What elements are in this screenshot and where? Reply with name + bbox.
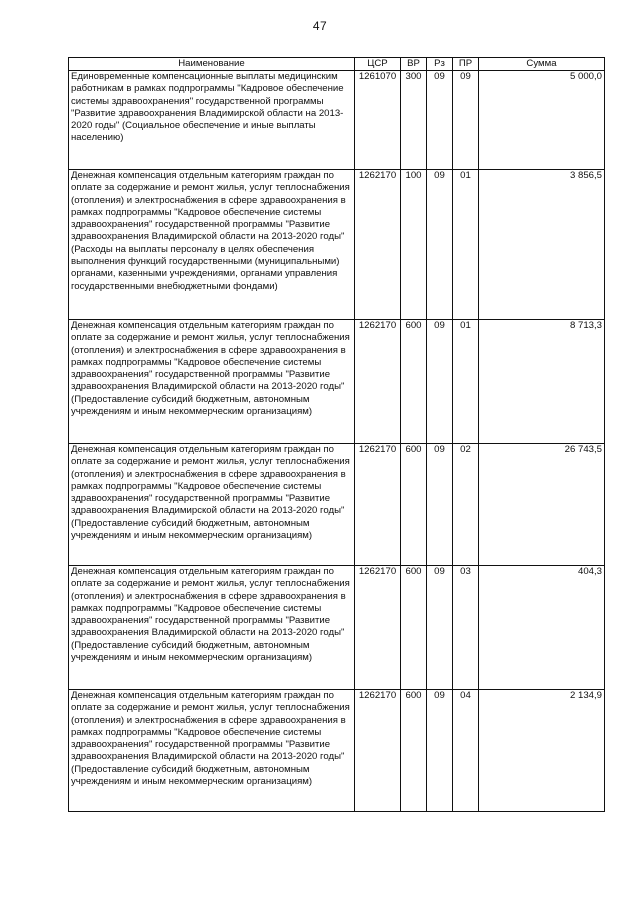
row-name: Денежная компенсация отдельным категориям граждан по оплате за содержание и ремонт жилья, услуг теплоснабжения (отопления) и электроснабжения в сфере здравоохранения в рамках подпрограммы "Кадровое обеспечение системы здравоохранения" государственной программы "Развитие здравоохранения Владимирской области на 2013-2020 годы" (Предоставление субсидий бюджетным, автономным учреждениям и иным некоммерческим организациям) [69, 320, 355, 444]
row-pr: 03 [453, 566, 479, 690]
row-rz: 09 [427, 320, 453, 444]
budget-table [68, 57, 605, 812]
row-name: Единовременные компенсационные выплаты медицинским работникам в рамках подпрограммы "Кадровое обеспечение системы здравоохранения" государственной программы "Развитие здравоохранения Владимирской области на 2013-2020 годы" (Социальное обеспечение и иные выплаты населению) [69, 71, 355, 170]
row-sum: 5 000,0 [479, 71, 605, 170]
table-row [69, 566, 605, 690]
table-row [69, 690, 605, 812]
row-vr: 600 [401, 320, 427, 444]
row-rz: 09 [427, 444, 453, 566]
header-name: Наименование [69, 58, 355, 71]
row-vr: 300 [401, 71, 427, 170]
row-csr: 1262170 [355, 170, 401, 320]
row-sum: 3 856,5 [479, 170, 605, 320]
table-row [69, 320, 605, 444]
header-vr: ВР [401, 58, 427, 71]
row-pr: 01 [453, 320, 479, 444]
row-pr: 02 [453, 444, 479, 566]
row-pr: 04 [453, 690, 479, 812]
table-row [69, 71, 605, 170]
row-csr: 1262170 [355, 690, 401, 812]
row-sum: 2 134,9 [479, 690, 605, 812]
row-rz: 09 [427, 71, 453, 170]
row-csr: 1262170 [355, 444, 401, 566]
header-pr: ПР [453, 58, 479, 71]
row-vr: 600 [401, 444, 427, 566]
row-vr: 600 [401, 690, 427, 812]
row-sum: 8 713,3 [479, 320, 605, 444]
table-row [69, 444, 605, 566]
row-sum: 404,3 [479, 566, 605, 690]
row-csr: 1261070 [355, 71, 401, 170]
table-header-row [69, 58, 605, 71]
row-vr: 100 [401, 170, 427, 320]
table-row [69, 170, 605, 320]
header-rz: Рз [427, 58, 453, 71]
header-sum: Сумма [479, 58, 605, 71]
row-name: Денежная компенсация отдельным категориям граждан по оплате за содержание и ремонт жилья, услуг теплоснабжения (отопления) и электроснабжения в сфере здравоохранения в рамках подпрограммы "Кадровое обеспечение системы здравоохранения" государственной программы "Развитие здравоохранения Владимирской области на 2013-2020 годы" (Расходы на выплаты персоналу в целях обеспечения выполнения функций государственными (муниципальными) органами, казенными учреждениями, органами управления государственными внебюджетными фондами) [69, 170, 355, 320]
row-vr: 600 [401, 566, 427, 690]
page-number: 47 [312, 19, 328, 33]
row-name: Денежная компенсация отдельным категориям граждан по оплате за содержание и ремонт жилья, услуг теплоснабжения (отопления) и электроснабжения в сфере здравоохранения в рамках подпрограммы "Кадровое обеспечение системы здравоохранения" государственной программы "Развитие здравоохранения Владимирской области на 2013-2020 годы" (Предоставление субсидий бюджетным, автономным учреждениям и иным некоммерческим организациям) [69, 566, 355, 690]
row-csr: 1262170 [355, 320, 401, 444]
header-csr: ЦСР [355, 58, 401, 71]
row-sum: 26 743,5 [479, 444, 605, 566]
row-pr: 01 [453, 170, 479, 320]
row-rz: 09 [427, 170, 453, 320]
row-rz: 09 [427, 566, 453, 690]
row-csr: 1262170 [355, 566, 401, 690]
row-name: Денежная компенсация отдельным категориям граждан по оплате за содержание и ремонт жилья, услуг теплоснабжения (отопления) и электроснабжения в сфере здравоохранения в рамках подпрограммы "Кадровое обеспечение системы здравоохранения" государственной программы "Развитие здравоохранения Владимирской области на 2013-2020 годы" (Предоставление субсидий бюджетным, автономным учреждениям и иным некоммерческим организациям) [69, 690, 355, 812]
row-rz: 09 [427, 690, 453, 812]
row-pr: 09 [453, 71, 479, 170]
row-name: Денежная компенсация отдельным категориям граждан по оплате за содержание и ремонт жилья, услуг теплоснабжения (отопления) и электроснабжения в сфере здравоохранения в рамках подпрограммы "Кадровое обеспечение системы здравоохранения" государственной программы "Развитие здравоохранения Владимирской области на 2013-2020 годы" (Предоставление субсидий бюджетным, автономным учреждениям и иным некоммерческим организациям) [69, 444, 355, 566]
